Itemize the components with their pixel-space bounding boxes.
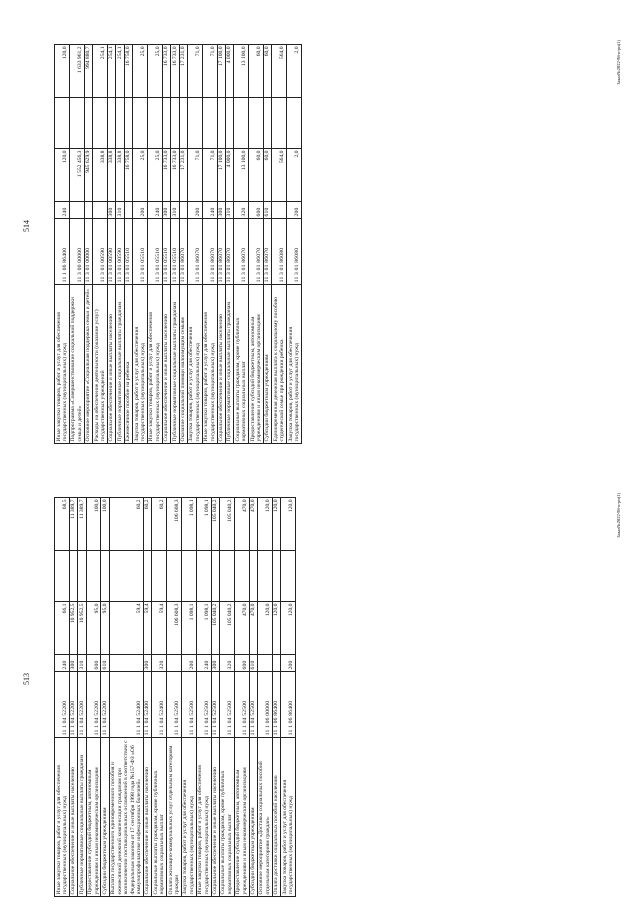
expense-type: 200 (181, 655, 196, 672)
table-row (133, 45, 148, 444)
amount-year-1: 4 000,0 (225, 149, 233, 202)
expense-type: 320 (234, 202, 249, 219)
page-number: 514 (22, 220, 31, 232)
row-name: Публичные нормативные социальные выплаты гражданам (116, 284, 124, 443)
expense-type (167, 655, 182, 672)
row-name: Закупка товаров, работ и услуг для обеспечения государственных (муниципальных) нужд (187, 284, 202, 443)
amount-blank (152, 551, 167, 602)
row-name: Предоставление субсидий бюджетным, автономным учреждениям и иным некоммерческим организациям (86, 737, 101, 896)
amount-blank (217, 98, 225, 149)
amount-blank (219, 551, 234, 602)
amount-year-1: 2,0 (287, 149, 302, 202)
table-row (152, 498, 167, 897)
target-code: 11 1 04 52500 (196, 672, 211, 738)
target-code: 11 3 01 05510 (162, 219, 170, 285)
amount-year-1: 59,4 (143, 602, 151, 655)
table-row (69, 498, 77, 897)
row-name: Предоставление субсидий бюджетным, автономным учреждениям и иным некоммерческим организациям (249, 284, 264, 443)
amount-year-2: 60,0 (249, 45, 264, 98)
target-code: 11 1 04 52200 (101, 672, 109, 738)
target-code: 11 1 04 52400 (143, 672, 151, 738)
row-name: Иные закупки товаров, работ и услуг для обеспечения государственных (муниципальных) нужд (202, 284, 217, 443)
row-name: Расходы на обеспечение деятельности (оказание услуг) государственных учреждений (93, 284, 108, 443)
table-row (272, 498, 280, 897)
amount-blank (84, 98, 92, 149)
expense-type: 200 (187, 202, 202, 219)
expense-type: 300 (162, 202, 170, 219)
row-name: Социальное обеспечение и иные выплаты населению (162, 284, 170, 443)
amount-blank (272, 551, 280, 602)
amount-year-1: 564,0 (272, 149, 287, 202)
amount-blank (225, 98, 233, 149)
table-row (143, 498, 151, 897)
row-name: Закупка товаров, работ и услуг для обеспечения государственных (муниципальных) нужд (287, 284, 302, 443)
target-code: 11 3 01 86070 (217, 219, 225, 285)
table-row (263, 45, 271, 444)
target-code: 11 1 04 52500 (249, 672, 257, 738)
expense-type: 300 (69, 655, 77, 672)
amount-year-1: 120,0 (55, 149, 70, 202)
amount-blank (179, 98, 187, 149)
amount-year-1: 16 758,0 (124, 149, 132, 202)
table-row (124, 45, 132, 444)
page-number: 513 (22, 673, 31, 685)
expense-type (109, 655, 143, 672)
row-name: Субсидии бюджетным учреждениям (263, 284, 271, 443)
expense-type: 240 (55, 655, 70, 672)
amount-blank (86, 551, 101, 602)
amount-blank (257, 551, 272, 602)
amount-year-1: 10 952,5 (78, 602, 86, 655)
expense-type: 610 (263, 202, 271, 219)
table-row (234, 45, 249, 444)
amount-year-2: 2,0 (287, 45, 302, 98)
table-row (196, 498, 211, 897)
amount-blank (202, 98, 217, 149)
expense-type: 320 (219, 655, 234, 672)
amount-year-1: 120,0 (272, 602, 280, 655)
amount-year-2: 106 608,3 (167, 498, 182, 551)
target-code: 11 3 01 86070 (225, 219, 233, 285)
amount-blank (187, 98, 202, 149)
row-name: Иные закупки товаров, работ и услуг для обеспечения государственных (муниципальных) нужд (196, 737, 211, 896)
target-code: 11 3 01 86070 (249, 219, 264, 285)
row-name: Основное мероприятие «Социальная поддержка семьи и детей» (84, 284, 92, 443)
target-code: 11 1 04 52200 (55, 672, 70, 738)
amount-blank (143, 551, 151, 602)
table-row (171, 45, 179, 444)
amount-year-1: 105 040,2 (211, 602, 219, 655)
amount-year-2: 564,0 (272, 45, 287, 98)
target-code: 11 1 06 86400 (281, 672, 296, 738)
table-row (107, 45, 115, 444)
amount-year-1: 120,0 (257, 602, 272, 655)
amount-year-2: 16 733,0 (171, 45, 179, 98)
amount-year-2: 120,0 (272, 498, 280, 551)
target-code: 11 3 01 86070 (263, 219, 271, 285)
amount-blank (133, 98, 148, 149)
expense-type: 610 (101, 655, 109, 672)
amount-year-1: 66,1 (55, 602, 70, 655)
amount-blank (93, 98, 108, 149)
table-row (257, 498, 272, 897)
page-514 (0, 0, 639, 452)
table-row (225, 45, 233, 444)
amount-year-1: 338,8 (107, 149, 115, 202)
amount-blank (69, 98, 84, 149)
amount-year-2: 100,0 (101, 498, 109, 551)
row-name: Выплата государственного единовременного пособия и ежемесячной денежной компенсации гражданам при возникновении поствакцинальных осложнений в соответствии с Федеральным законом от 17 сентября 1998 года №157-ФЗ «Об иммунопрофилактике инфекционных болезней» (109, 737, 143, 896)
row-name: Предоставление субсидий бюджетным, автономным учреждениям и иным некоммерческим организациям (234, 737, 249, 896)
amount-year-2: 13 100,0 (234, 45, 249, 98)
target-code: 11 1 04 52400 (152, 672, 167, 738)
row-name: Субсидии бюджетным учреждениям (101, 737, 109, 896)
target-code: 11 1 04 52200 (69, 672, 77, 738)
table-row (249, 45, 264, 444)
expense-type: 600 (86, 655, 101, 672)
amount-year-2: 470,0 (249, 498, 257, 551)
expense-type: 310 (78, 655, 86, 672)
amount-year-1: 16 733,0 (162, 149, 170, 202)
expense-type: 240 (55, 202, 70, 219)
table-row (69, 45, 84, 444)
amount-year-2: 105 040,2 (211, 498, 219, 551)
print-stamp: Заказ№2022-98-п-рп(1) (616, 493, 621, 538)
target-code: 11 1 04 52200 (78, 672, 86, 738)
target-code: 11 3 01 00000 (84, 219, 92, 285)
amount-year-2: 16 758,0 (124, 45, 132, 98)
amount-blank (147, 98, 162, 149)
amount-blank (69, 551, 77, 602)
amount-year-1: 120,0 (281, 602, 296, 655)
amount-year-1: 13 100,0 (234, 149, 249, 202)
row-name: Социальное обеспечение и иные выплаты населению (107, 284, 115, 443)
amount-year-2: 254,1 (116, 45, 124, 98)
amount-year-1: 470,0 (249, 602, 257, 655)
table-row (84, 45, 92, 444)
row-name: Подпрограмма «Совершенствование социальной поддержки семьи и детей» (69, 284, 84, 443)
amount-year-2: 17 100,0 (217, 45, 225, 98)
expense-type: 310 (116, 202, 124, 219)
row-name: Ежемесячное пособие на ребенка (124, 284, 132, 443)
expense-type (179, 202, 187, 219)
expense-type: 300 (211, 655, 219, 672)
amount-year-2: 994 880,7 (84, 45, 92, 98)
row-name: Основное мероприятие «Доставка социальных пособий отдельным категориям граждан» (257, 737, 272, 896)
amount-year-2: 4 000,0 (225, 45, 233, 98)
expense-type: 300 (107, 202, 115, 219)
table-row (249, 498, 257, 897)
amount-year-1: 106 608,3 (167, 602, 182, 655)
amount-year-1: 1 098,1 (181, 602, 196, 655)
expense-type: 200 (133, 202, 148, 219)
table-row (219, 498, 234, 897)
table-row (287, 45, 302, 444)
amount-year-1: 17 231,0 (179, 149, 187, 202)
row-name: Социальные выплаты гражданам, кроме публичных нормативных социальных выплат (219, 737, 234, 896)
row-name: Субсидии бюджетным учреждениям (249, 737, 257, 896)
amount-year-2: 25,0 (147, 45, 162, 98)
amount-blank (234, 98, 249, 149)
amount-blank (78, 551, 86, 602)
table-row (217, 45, 225, 444)
target-code: 11 3 01 86070 (187, 219, 202, 285)
amount-year-2: 120,0 (281, 498, 296, 551)
target-code: 11 3 00 00000 (69, 219, 84, 285)
amount-year-2: 470,0 (234, 498, 249, 551)
expense-type (84, 202, 92, 219)
table-row (272, 45, 287, 444)
target-code: 11 3 01 05510 (133, 219, 148, 285)
amount-blank (263, 98, 271, 149)
table-row (86, 498, 101, 897)
amount-year-2: 25,0 (133, 45, 148, 98)
amount-blank (281, 551, 296, 602)
amount-blank (196, 551, 211, 602)
amount-blank (249, 551, 257, 602)
expense-type: 200 (281, 655, 296, 672)
expense-type (69, 202, 84, 219)
row-name: Закупка товаров, работ и услуг для обеспечения государственных (муниципальных) нужд (181, 737, 196, 896)
row-name: Социальные выплаты гражданам, кроме публичных нормативных социальных выплат (234, 284, 249, 443)
table-row (93, 45, 108, 444)
amount-year-1: 95,0 (101, 602, 109, 655)
amount-blank (171, 98, 179, 149)
target-code: 11 3 01 05510 (124, 219, 132, 285)
amount-year-1: 60,0 (249, 149, 264, 202)
amount-year-2: 71,0 (187, 45, 202, 98)
expense-type (272, 202, 287, 219)
amount-year-2: 100,0 (86, 498, 101, 551)
amount-year-1: 17 100,0 (217, 149, 225, 202)
table-row (211, 498, 219, 897)
expense-type (124, 202, 132, 219)
target-code: 11 1 04 52500 (167, 672, 182, 738)
amount-blank (249, 98, 264, 149)
row-name: Иные закупки товаров, работ и услуг для обеспечения государственных (муниципальных) нужд (147, 284, 162, 443)
target-code: 11 1 06 86400 (272, 672, 280, 738)
expense-type: 240 (147, 202, 162, 219)
amount-year-1: 10 952,5 (69, 602, 77, 655)
amount-year-2: 1 098,1 (196, 498, 211, 551)
amount-blank (55, 98, 70, 149)
page-513 (0, 453, 639, 905)
amount-year-2: 254,1 (93, 45, 108, 98)
amount-year-2: 1 633 961,2 (69, 45, 84, 98)
table-row (181, 498, 196, 897)
row-name: Социальное обеспечение и иные выплаты населению (143, 737, 151, 896)
amount-year-2: 68,5 (55, 498, 70, 551)
table-row (167, 498, 182, 897)
expense-type (93, 202, 108, 219)
target-code: 11 3 01 00590 (93, 219, 108, 285)
row-name: Закупка товаров, работ и услуг для обеспечения государственных (муниципальных) нужд (281, 737, 296, 896)
amount-year-1: 1 098,1 (196, 602, 211, 655)
amount-year-2: 11 389,7 (69, 498, 77, 551)
amount-blank (272, 98, 287, 149)
amount-year-2: 60,2 (109, 498, 143, 551)
amount-blank (116, 98, 124, 149)
amount-year-2: 120,0 (257, 498, 272, 551)
budget-table (54, 497, 296, 897)
amount-year-1: 105 040,2 (219, 602, 234, 655)
expense-type: 310 (225, 202, 233, 219)
expense-type: 320 (152, 655, 167, 672)
amount-year-1: 71,0 (202, 149, 217, 202)
table-row (202, 45, 217, 444)
target-code: 11 3 01 86070 (179, 219, 187, 285)
amount-year-2: 11 389,7 (78, 498, 86, 551)
expense-type: 610 (249, 655, 257, 672)
table-row (187, 45, 202, 444)
amount-blank (234, 551, 249, 602)
row-name: Оплата жилищно-коммунальных услуг отдельным категориям граждан (167, 737, 182, 896)
table-row (78, 498, 86, 897)
amount-year-2: 71,0 (202, 45, 217, 98)
target-code: 11 3 01 00590 (116, 219, 124, 285)
amount-year-2: 17 231,0 (179, 45, 187, 98)
row-name: Публичные нормативные социальные выплаты гражданам (78, 737, 86, 896)
target-code: 11 1 04 52500 (234, 672, 249, 738)
amount-blank (287, 98, 302, 149)
amount-year-1: 25,0 (147, 149, 162, 202)
row-name: Социальное обеспечение и иные выплаты населению (69, 737, 77, 896)
amount-year-1: 338,8 (116, 149, 124, 202)
table-row (179, 45, 187, 444)
row-name: Социальное обеспечение и иные выплаты населению (211, 737, 219, 896)
row-name: Иные закупки товаров, работ и услуг для обеспечения государственных (муниципальных) нужд (55, 737, 70, 896)
amount-year-1: 338,8 (93, 149, 108, 202)
amount-blank (107, 98, 115, 149)
amount-year-1: 59,4 (152, 602, 167, 655)
amount-year-1: 95,0 (86, 602, 101, 655)
row-name: Публичные нормативные социальные выплаты гражданам (171, 284, 179, 443)
amount-year-1: 59,4 (109, 602, 143, 655)
amount-year-2: 105 040,2 (219, 498, 234, 551)
row-name: Публичные нормативные социальные выплаты гражданам (225, 284, 233, 443)
expense-type: 600 (234, 655, 249, 672)
target-code: 11 1 06 86400 (55, 219, 70, 285)
table-row (101, 498, 109, 897)
amount-year-2: 254,1 (107, 45, 115, 98)
target-code: 11 1 06 00000 (257, 672, 272, 738)
row-name: Закупка товаров, работ и услуг для обеспечения государственных (муниципальных) нужд (133, 284, 148, 443)
expense-type: 240 (202, 202, 217, 219)
row-name: Иные закупки товаров, работ и услуг для обеспечения государственных (муниципальных) нужд (55, 284, 70, 443)
amount-blank (55, 551, 70, 602)
amount-year-1: 25,0 (133, 149, 148, 202)
amount-year-1: 1 552 456,3 (69, 149, 84, 202)
expense-type: 300 (143, 655, 151, 672)
target-code: 11 1 04 52400 (109, 672, 143, 738)
table-row (234, 498, 249, 897)
amount-blank (162, 98, 170, 149)
expense-type: 300 (217, 202, 225, 219)
amount-blank (109, 551, 143, 602)
amount-year-2: 120,0 (55, 45, 70, 98)
table-row (55, 498, 70, 897)
amount-blank (211, 551, 219, 602)
target-code: 11 3 01 05510 (171, 219, 179, 285)
table-row (147, 45, 162, 444)
amount-year-2: 60,2 (143, 498, 151, 551)
expense-type (272, 655, 280, 672)
row-name: Оказание социальной помощи малоимущим семьям (179, 284, 187, 443)
amount-year-1: 16 733,0 (171, 149, 179, 202)
table-row (109, 498, 143, 897)
target-code: 11 3 01 86080 (272, 219, 287, 285)
target-code: 11 3 01 86070 (202, 219, 217, 285)
amount-year-2: 60,0 (263, 45, 271, 98)
target-code: 11 1 04 52500 (211, 672, 219, 738)
table-row (116, 45, 124, 444)
amount-blank (101, 551, 109, 602)
table-row (162, 45, 170, 444)
expense-type: 600 (249, 202, 264, 219)
expense-type (257, 655, 272, 672)
amount-year-2: 60,2 (152, 498, 167, 551)
target-code: 11 3 01 05510 (147, 219, 162, 285)
row-name: Оплата доставки социальных пособий населению (272, 737, 280, 896)
expense-type: 200 (287, 202, 302, 219)
expense-type: 310 (171, 202, 179, 219)
amount-blank (181, 551, 196, 602)
amount-year-1: 71,0 (187, 149, 202, 202)
row-name: Социальные выплаты гражданам, кроме публичных нормативных социальных выплат (152, 737, 167, 896)
target-code: 11 1 04 52200 (86, 672, 101, 738)
target-code: 11 3 01 00590 (107, 219, 115, 285)
amount-year-1: 470,0 (234, 602, 249, 655)
target-code: 11 3 01 86070 (234, 219, 249, 285)
print-stamp: Заказ№2022-98-п-рп(1) (616, 40, 621, 85)
target-code: 11 1 04 52500 (219, 672, 234, 738)
target-code: 11 3 01 86080 (287, 219, 302, 285)
amount-year-1: 60,0 (263, 149, 271, 202)
row-name: Социальное обеспечение и иные выплаты населению (217, 284, 225, 443)
target-code: 11 1 04 52500 (181, 672, 196, 738)
table-row (55, 45, 70, 444)
amount-blank (124, 98, 132, 149)
amount-year-1: 945 629,9 (84, 149, 92, 202)
budget-table (54, 44, 302, 444)
amount-year-2: 16 733,0 (162, 45, 170, 98)
expense-type: 240 (196, 655, 211, 672)
amount-blank (167, 551, 182, 602)
row-name: Единовременная денежная выплата к социальному пособию студенческой семье при рождении ребенка (272, 284, 287, 443)
table-row (281, 498, 296, 897)
amount-year-2: 1 098,1 (181, 498, 196, 551)
